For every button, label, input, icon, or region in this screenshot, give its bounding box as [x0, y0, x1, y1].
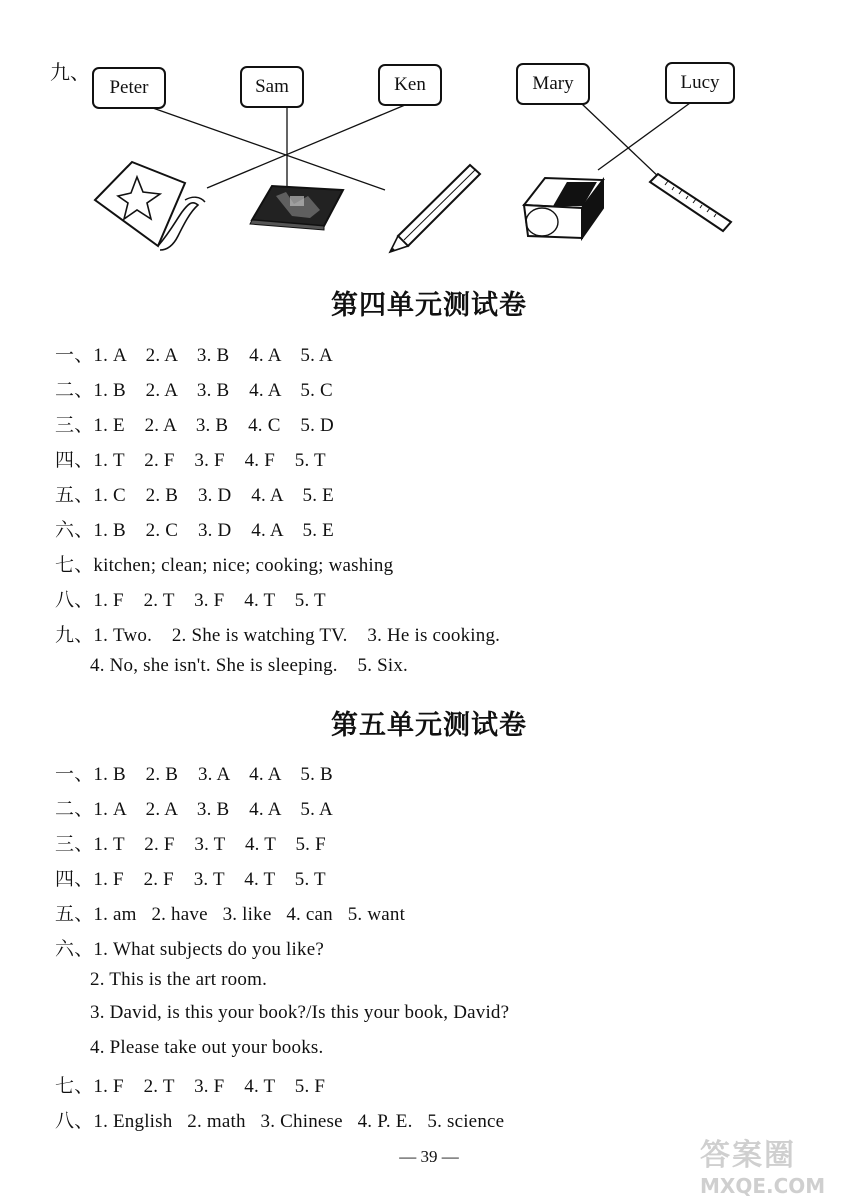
unit4-line-1: 一、1. A 2. A 3. B 4. A 5. A [55, 345, 333, 366]
unit5-line-8: 3. David, is this your book?/Is this your book, David? [90, 1002, 510, 1023]
unit4-line-5: 五、1. C 2. B 3. D 4. A 5. E [55, 485, 334, 506]
unit5-line-7: 2. This is the art room. [90, 969, 268, 990]
unit5-line-9: 4. Please take out your books. [90, 1037, 324, 1058]
line-mary-ruler [582, 104, 662, 180]
matching-exercise [0, 0, 858, 265]
name-box-peter: Peter [92, 67, 166, 109]
pencil-icon [390, 165, 480, 252]
matching-drawing [0, 0, 858, 265]
unit4-line-4: 四、1. T 2. F 3. F 4. F 5. T [55, 450, 326, 471]
unit5-title: 第五单元测试卷 [331, 710, 527, 740]
unit5-line-4: 四、1. F 2. F 3. T 4. T 5. T [55, 869, 326, 890]
ruler-icon [650, 174, 731, 231]
unit5-line-10: 七、1. F 2. T 3. F 4. T 5. F [55, 1076, 326, 1097]
unit4-line-8: 八、1. F 2. T 3. F 4. T 5. T [55, 590, 326, 611]
unit4-line-6: 六、1. B 2. C 3. D 4. A 5. E [55, 520, 334, 541]
eraser-icon [524, 178, 603, 238]
unit4-line-7: 七、kitchen; clean; nice; cooking; washing [55, 555, 394, 576]
unit4-title: 第四单元测试卷 [331, 290, 527, 320]
name-box-mary: Mary [516, 63, 590, 105]
book-icon [250, 186, 343, 230]
unit4-line-10: 4. No, she isn't. She is sleeping. 5. Six. [90, 655, 409, 676]
kite-icon [95, 162, 205, 250]
line-ken-kite [207, 105, 405, 188]
question-number: 九、 [50, 62, 90, 84]
unit4-line-2: 二、1. B 2. A 3. B 4. A 5. C [55, 380, 333, 401]
line-peter-pencil [150, 107, 385, 190]
unit5-line-3: 三、1. T 2. F 3. T 4. T 5. F [55, 834, 326, 855]
unit5-line-1: 一、1. B 2. B 3. A 4. A 5. B [55, 764, 333, 785]
name-box-sam: Sam [240, 66, 304, 108]
watermark-top-text: 答案圈 [700, 1138, 796, 1173]
name-box-ken: Ken [378, 64, 442, 106]
line-lucy-eraser [598, 103, 690, 170]
name-box-lucy: Lucy [665, 62, 735, 104]
unit5-line-6: 六、1. What subjects do you like? [55, 939, 324, 960]
unit4-line-9: 九、1. Two. 2. She is watching TV. 3. He is cooking. [55, 625, 501, 646]
unit4-line-3: 三、1. E 2. A 3. B 4. C 5. D [55, 415, 334, 436]
unit5-line-2: 二、1. A 2. A 3. B 4. A 5. A [55, 799, 333, 820]
watermark-bottom-text: MXQE.COM [700, 1174, 826, 1198]
page-number: — 39 — [399, 1147, 459, 1166]
unit5-line-11: 八、1. English 2. math 3. Chinese 4. P. E. 5. science [55, 1111, 505, 1132]
unit5-line-5: 五、1. am 2. have 3. like 4. can 5. want [55, 904, 406, 925]
watermark-logo [700, 1130, 850, 1198]
